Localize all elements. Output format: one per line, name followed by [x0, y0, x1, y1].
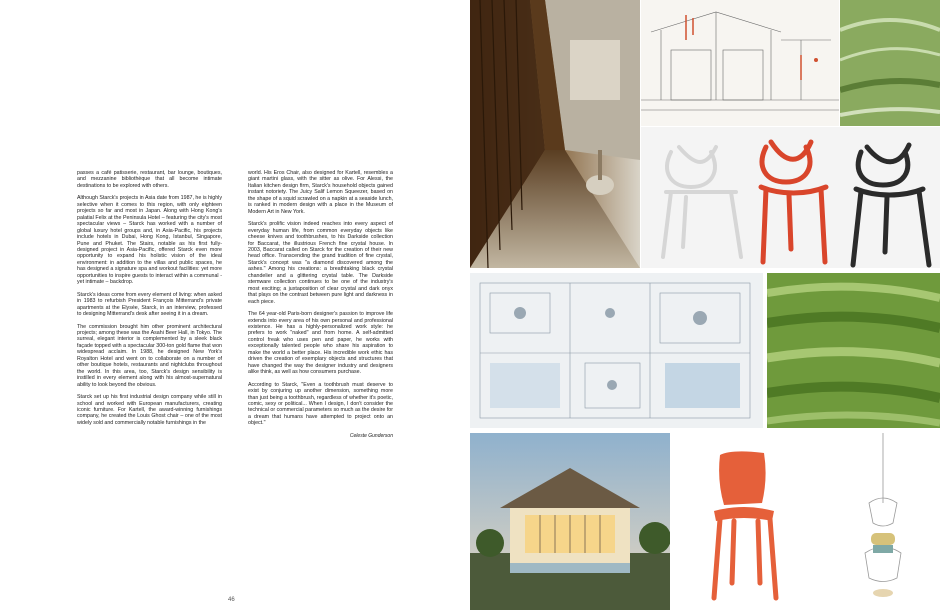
- photo-rice-paddies-top: [840, 0, 940, 126]
- paragraph: Starck's ideas come from every element of living: when asked in 1983 to refurbish President François Mitterrand's private apartments at the Elysée, Starck, in an interview, professed to designing Mitterrand's desk after seeing it in a dream.: [77, 291, 222, 318]
- photo-floor-plan: [470, 273, 763, 428]
- paragraph: The commission brought him other prominent architectural projects; among these was the Asahi Beer Hall, in Tokyo. The surreal, elegant interior is complemented by a sleek black façade topped with a spectacular 300-ton gold flame that won widespread acclaim. In 1988, he designed New York's Royalton Hotel and went on to collaborate on a number of other boutique hotels, restaurants and nightclubs throughout the world. In this area, too, Starck's design sensibility is instilled in every element along with his almost-supernatural ability to look beyond the obvious.: [77, 323, 222, 388]
- paragraph: Starck set up his first industrial design company while still in school and worked with European manufacturers, creating iconic furniture. For Kartell, the award-winning furnishings company, he created the Louis Ghost chair – one of the most widely sold and commercially notable furnishings in the: [77, 394, 222, 426]
- photo-lamp-sketch: [821, 433, 940, 610]
- photo-villa-exterior: [470, 433, 670, 610]
- paragraph: Starck's prolific vision indeed reaches into every aspect of everyday human life, from common everyday objects like cheese knives and toothbrushes, to his Darkside collection for Baccarat, the illustrious French fine crystal house. In 2003, Baccarat called on Starck for the creation of their new head office. Transcending the grand tradition of fine crystal, Starck's concept was "a diamond discovered among the ashes." Among his creations: a breathtaking black crystal chandelier and a glittering crystal table. The Darkside stemware collection continues to be one of the industry's most exciting; a juxtaposition of clear crystal and dark onyx that plays on the contrast between pure light and darkness in each piece.: [248, 221, 393, 305]
- paragraph: According to Starck, "Even a toothbrush must deserve to exist by conjuring up another dimension, something more than just being a toothbrush, regardless of whether it's poetic, comic, sexy or political... When I design, I don't consider the technical or commercial parameters so much as the desire for a dream that humans have attempted to project onto an object.": [248, 381, 393, 427]
- photo-masters-chairs: [641, 127, 940, 268]
- paragraph: Although Starck's projects in Asia date from 1987, he is highly selective when it comes to this region, with only eighteen projects so far and most in Japan. Along with Hong Kong's palatial Felix at the Peninsula Hotel – featuring the city's most spectacular views – Starck has worked with a number of global luxury hotel groups and, in Asia-Pacific, his projects include hotels in Dubai, Hong Kong, Istanbul, Singapore, Pune and Phuket. The Stairs, notable as his first fully-designed project in Asia-Pacific, offered Starck even more opportunity to expand his holistic vision of the ideal environment: in addition to the villas and public spaces, he has designed a signature spa and workout facilities: yet more opportunities to inspire guests to interact within a communal - yet intimate – backdrop.: [77, 195, 222, 286]
- article-column-2: [248, 170, 393, 439]
- paragraph: passes a café patisserie, restaurant, bar lounge, boutiques, and mezzanine bibliothèque that all become intimate destinations to be explored with others.: [77, 170, 222, 189]
- article-column-1: [77, 170, 222, 432]
- author-signature: Celeste Gunderson: [349, 432, 393, 439]
- paragraph: world. His Eros Chair, also designed for Kartell, resembles a giant martini glass, with the sitter as olive. For Alessi, the Italian kitchen design firm, Starck's household objects gained instant notoriety. The Juicy Salif Lemon Squeezer, based on the shape of a squid scrawled on a napkin at a seaside lunch, is ranked in modern design with a place in the Museum of Modern Art in New York.: [248, 170, 393, 215]
- photo-architectural-sketch: [641, 0, 839, 126]
- photo-rice-terraces: [767, 273, 940, 428]
- photo-interior-corridor: [470, 0, 640, 268]
- paragraph: The 64 year-old Paris-born designer's passion to improve life extends into every area of his own personal and professional existence. He has a highly-personalized work style: he prefers to work "naked" and from home. A self-admitted control freak who uses pen and paper, he works with exceptionally talented people who share his aspiration to make the world a better place. His incredible work ethic has driven the creation of exemplary objects and structures that have changed the way the designer industry and designers alike think, as well as how consumers purchase.: [248, 311, 393, 376]
- photo-orange-chair: [672, 433, 820, 610]
- page-number: 46: [228, 597, 235, 603]
